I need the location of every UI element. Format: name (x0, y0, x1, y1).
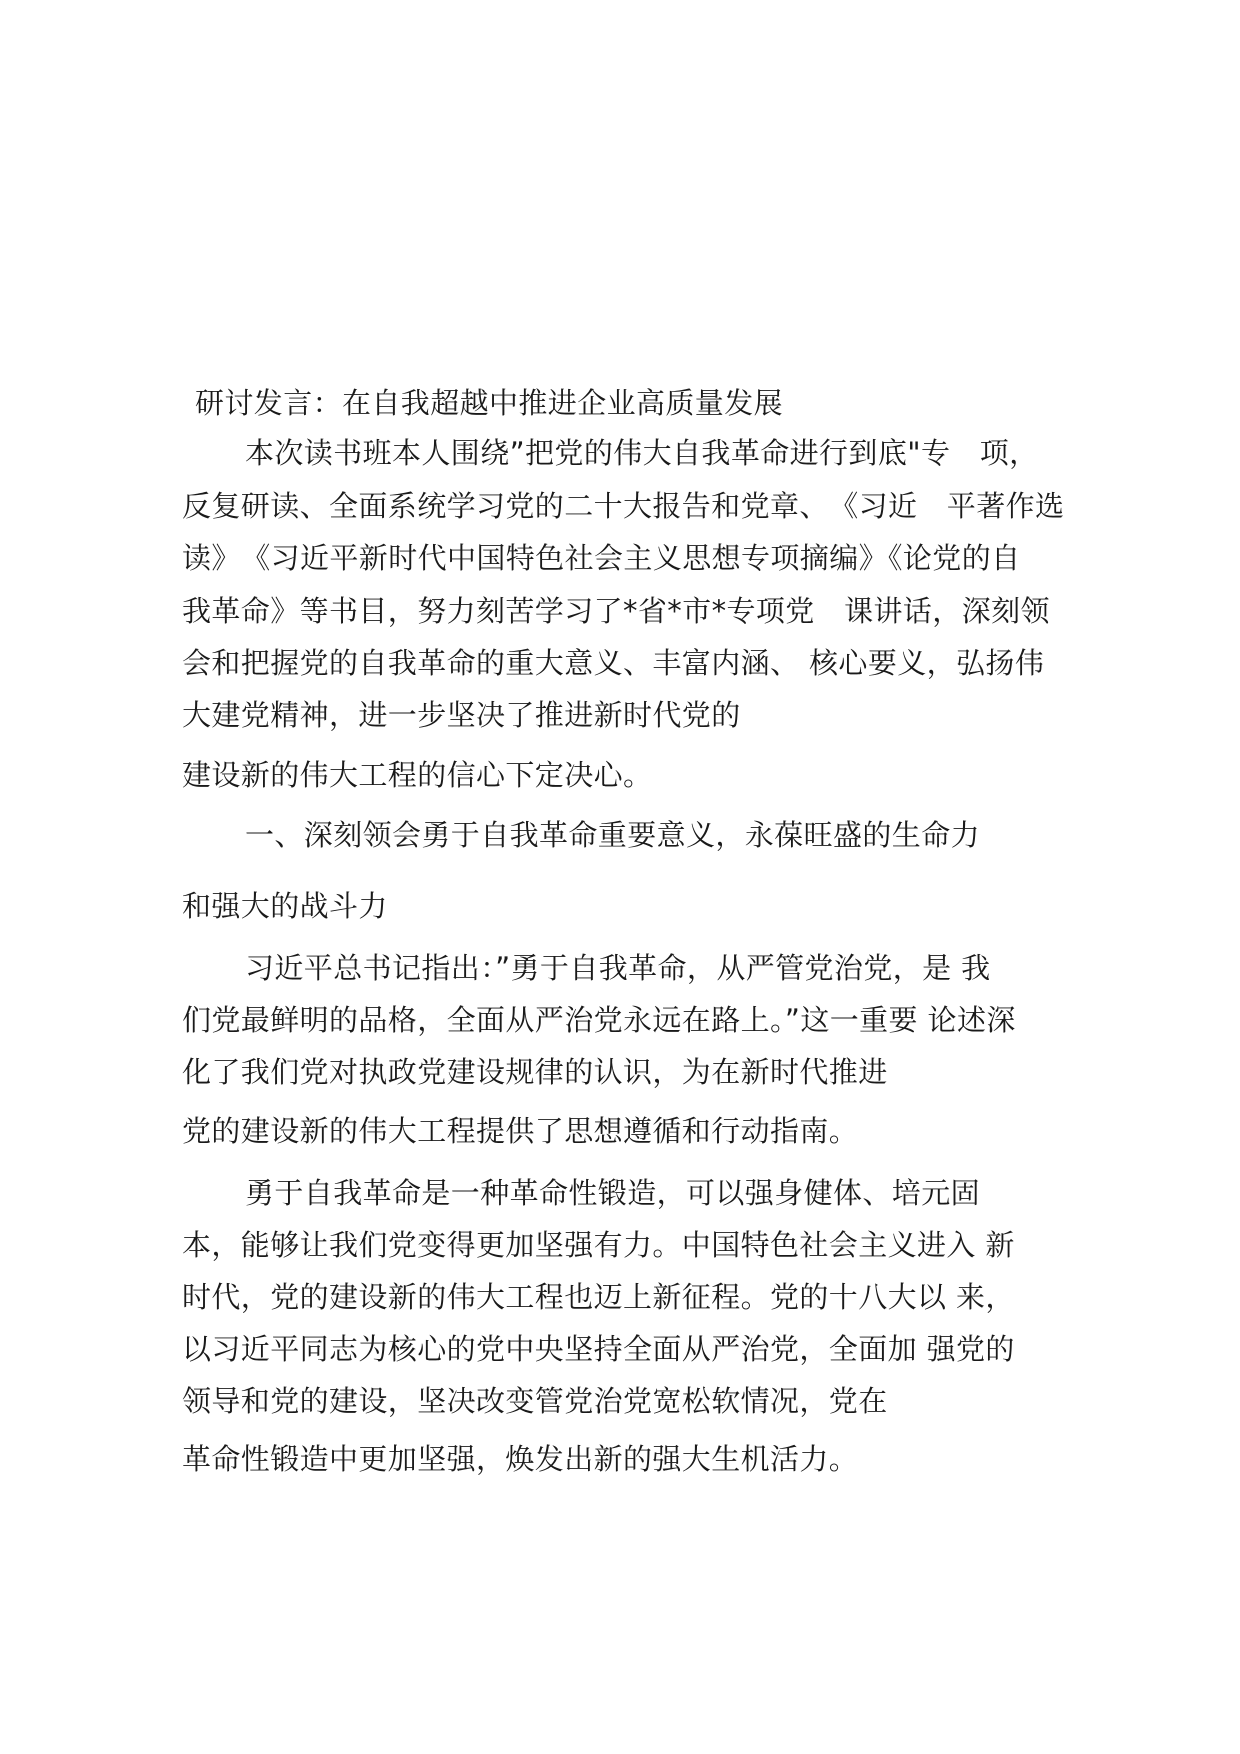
section-heading: 和强大的战斗力 (182, 889, 388, 923)
paragraph-line: 读》 《习近平新时代中国特色社会主义思想专项摘编》《论党的自 (182, 541, 1021, 575)
paragraph-line: 时代，党的建设新的伟大工程也迈上新征程。党的十八大以 来， (182, 1280, 1015, 1314)
paragraph-line: 本次读书班本人围绕”把党的伟大自我革命进行到底"专 项， (245, 436, 1039, 470)
paragraph-line: 们党最鲜明的品格，全面从严治党永远在路上。”这一重要 论述深 (182, 1003, 1016, 1037)
paragraph-line: 勇于自我革命是一种革命性锻造，可以强身健体、培元固 (245, 1176, 981, 1210)
paragraph-line: 以习近平同志为核心的党中央坚持全面从严治党，全面加 强党的 (182, 1332, 1015, 1366)
paragraph-line: 大建党精神，进一步坚决了推进新时代党的 (182, 698, 741, 732)
section-heading: 一、深刻领会勇于自我革命重要意义，永葆旺盛的生命力 (245, 818, 981, 852)
paragraph-line: 我革命》等书目，努力刻苦学习了*省*市*专项党 课讲话，深刻领 (182, 594, 1050, 628)
paragraph-line: 革命性锻造中更加坚强，焕发出新的强大生机活力。 (182, 1442, 859, 1476)
paragraph-line: 化了我们党对执政党建设规律的认识，为在新时代推进 (182, 1055, 888, 1089)
paragraph-line: 习近平总书记指出：”勇于自我革命，从严管党治党，是 我 (245, 951, 991, 985)
paragraph-line: 领导和党的建设，坚决改变管党治党宽松软情况，党在 (182, 1384, 888, 1418)
document-title: 研讨发言：在自我超越中推进企业高质量发展 (195, 386, 784, 420)
paragraph-line: 本，能够让我们党变得更加坚强有力。中国特色社会主义进入 新 (182, 1228, 1015, 1262)
paragraph-line: 党的建设新的伟大工程提供了思想遵循和行动指南。 (182, 1114, 859, 1148)
paragraph-line: 反复研读、全面系统学习党的二十大报告和党章、 《习近 平著作选 (182, 489, 1065, 523)
paragraph-line: 会和把握党的自我革命的重大意义、丰富内涵、 核心要义，弘扬伟 (182, 646, 1045, 680)
paragraph-line: 建设新的伟大工程的信心下定决心。 (182, 758, 653, 792)
